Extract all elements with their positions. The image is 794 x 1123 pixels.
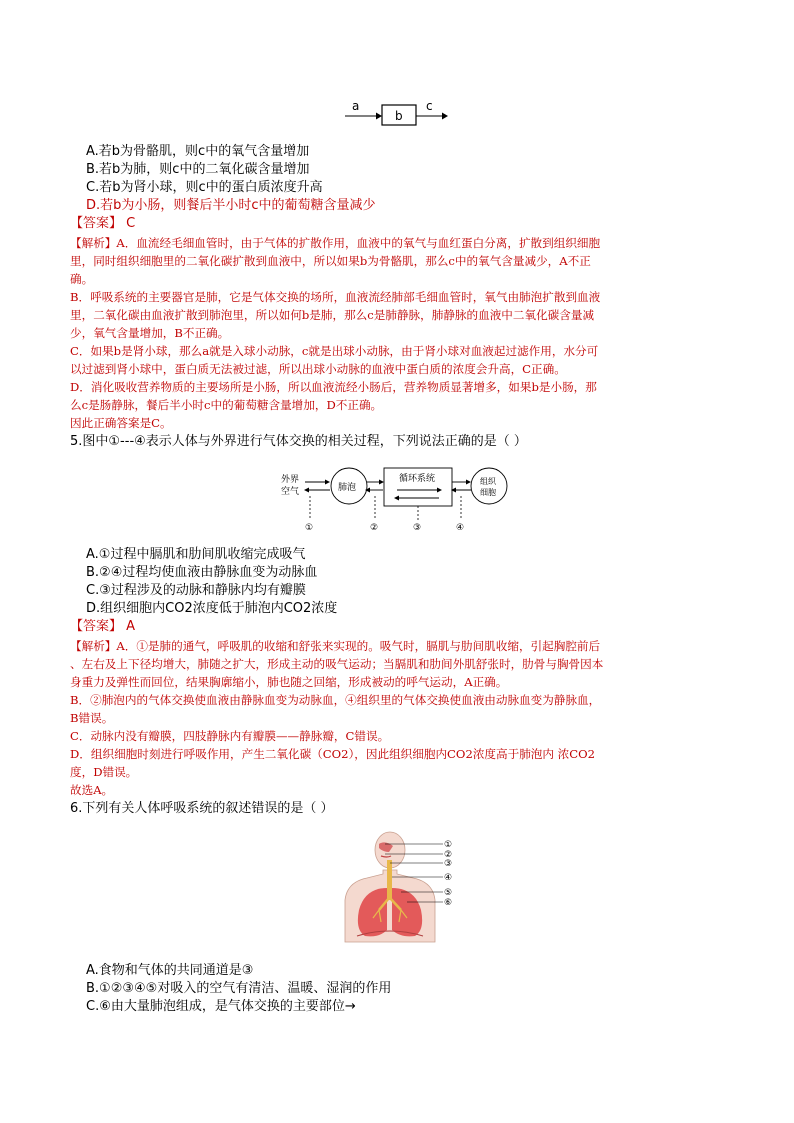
q4-exp-line: 么c是肠静脉，餐后半小时c中的葡萄糖含量增加，D不正确。 xyxy=(70,398,383,412)
q4-exp-line: 因此正确答案是C。 xyxy=(70,416,172,430)
flow-diagram-abc xyxy=(340,98,460,128)
q4-explanation xyxy=(70,234,600,432)
outside-air-label-2: 空气 xyxy=(281,487,300,497)
label-c: c xyxy=(426,99,433,113)
tissue-cells-label-1: 组织 xyxy=(480,477,496,486)
q5-explanation xyxy=(70,637,603,799)
marker-1: ① xyxy=(305,523,314,533)
outside-air-label-1: 外界 xyxy=(281,475,300,485)
label-a: a xyxy=(352,99,360,113)
q5-option-a: A.①过程中膈肌和肋间肌收缩完成吸气 xyxy=(86,547,306,562)
q4-answer: 【答案】 C xyxy=(70,216,136,231)
marker-3: ③ xyxy=(413,523,422,533)
q6-option-a: A.食物和气体的共同通道是③ xyxy=(86,963,254,978)
q4-exp-line: 里，同时组织细胞里的二氧化碳扩散到血液中，所以如果b为骨骼肌，那么c中的氧气含量减少，A不正 xyxy=(70,254,591,268)
tissue-cells-label-2: 细胞 xyxy=(480,488,496,497)
q6-question: 6.下列有关人体呼吸系统的叙述错误的是（ ） xyxy=(70,801,334,816)
q5-exp-line: D．组织细胞时刻进行呼吸作用，产生二氧化碳（CO2），因此组织细胞内CO2浓度高于肺泡内 浓CO2 xyxy=(70,747,596,761)
figure-label-4: ④ xyxy=(444,873,453,883)
q5-question: 5.图中①---④表示人体与外界进行气体交换的相关过程，下列说法正确的是（ ） xyxy=(70,434,527,449)
q5-exp-line: 度，D错误。 xyxy=(70,765,138,779)
figure-label-2: ② xyxy=(444,850,453,860)
q5-option-b: B.②④过程均使血液由静脉血变为动脉血 xyxy=(86,565,318,580)
q5-option-d: D.组织细胞内CO2浓度低于肺泡内CO2浓度 xyxy=(86,601,338,616)
q6-option-b: B.①②③④⑤对吸入的空气有清洁、温暖、湿润的作用 xyxy=(86,981,392,996)
q5-answer: 【答案】 A xyxy=(70,619,136,634)
figure-label-1: ① xyxy=(444,840,453,850)
q5-exp-line: 身重力及弹性而回位，结果胸廓缩小，肺也随之回缩，形成被动的呼气运动，A正确。 xyxy=(70,675,508,689)
q4-exp-line: 确。 xyxy=(70,272,94,286)
q5-exp-line: C．动脉内没有瓣膜，四肢静脉内有瓣膜——静脉瓣，C错误。 xyxy=(70,729,390,743)
q4-option-d: D.若b为小肠，则餐后半小时c中的葡萄糖含量减少 xyxy=(86,198,376,213)
q6-option-c: C.⑥由大量肺泡组成，是气体交换的主要部位→ xyxy=(86,999,356,1014)
q4-exp-line: 以过滤到肾小球中，蛋白质无法被过滤，所以出球小动脉的血液中蛋白质的浓度会升高，C正确。 xyxy=(70,362,566,376)
q5-exp-line: 【解析】A．①是肺的通气，呼吸肌的收缩和舒张来实现的。吸气时，膈肌与肋间肌收缩，引起胸腔前后 xyxy=(70,639,601,653)
label-b: b xyxy=(395,109,403,123)
q5-exp-line: B错误。 xyxy=(70,711,114,725)
q5-exp-line: B．②肺泡内的气体交换使血液由静脉血变为动脉血，④组织里的气体交换使血液由动脉血变为静脉血， xyxy=(70,693,601,707)
q4-option-a: A.若b为骨骼肌，则c中的氧气含量增加 xyxy=(86,144,310,159)
q5-option-c: C.③过程涉及的动脉和静脉内均有瓣膜 xyxy=(86,583,306,598)
q5-exp-line: 、左右及上下径均增大，肺随之扩大，形成主动的吸气运动；当膈肌和肋间外肌舒张时，肋骨与胸骨因本 xyxy=(70,657,604,671)
gas-exchange-diagram xyxy=(275,460,535,535)
tissue-cells-circle xyxy=(471,468,507,504)
q4-option-b: B.若b为肺，则c中的二氧化碳含量增加 xyxy=(86,162,310,177)
q4-exp-line: 【解析】A．血流经毛细血管时，由于气体的扩散作用，血液中的氧气与血红蛋白分离，扩散到组织细胞 xyxy=(70,236,601,250)
q4-exp-line: 少，氧气含量增加，B不正确。 xyxy=(70,326,230,340)
respiratory-system-figure xyxy=(335,830,465,948)
q4-option-c: C.若b为肾小球，则c中的蛋白质浓度升高 xyxy=(86,180,323,195)
q5-exp-line: 故选A。 xyxy=(70,783,114,797)
marker-4: ④ xyxy=(456,523,465,533)
figure-label-6: ⑥ xyxy=(444,898,453,908)
marker-2: ② xyxy=(370,523,379,533)
q4-exp-line: 里，二氧化碳由血液扩散到肺泡里，所以如何b是肺，那么c是肺静脉，肺静脉的血液中二氧化碳含量减 xyxy=(70,308,595,322)
alveoli-label: 肺泡 xyxy=(338,483,357,493)
q4-exp-line: B．呼吸系统的主要器官是肺，它是气体交换的场所，血液流经肺部毛细血管时，氧气由肺泡扩散到血液 xyxy=(70,290,601,304)
figure-label-3: ③ xyxy=(444,859,453,869)
q4-exp-line: C．如果b是肾小球，那么a就是入球小动脉，c就是出球小动脉，由于肾小球对血液起过滤作用，水分可 xyxy=(70,344,599,358)
figure-label-5: ⑤ xyxy=(444,888,453,898)
circulation-label: 循环系统 xyxy=(399,474,436,484)
q4-exp-line: D．消化吸收营养物质的主要场所是小肠，所以血液流经小肠后，营养物质显著增多，如果b是小肠，那 xyxy=(70,380,597,394)
